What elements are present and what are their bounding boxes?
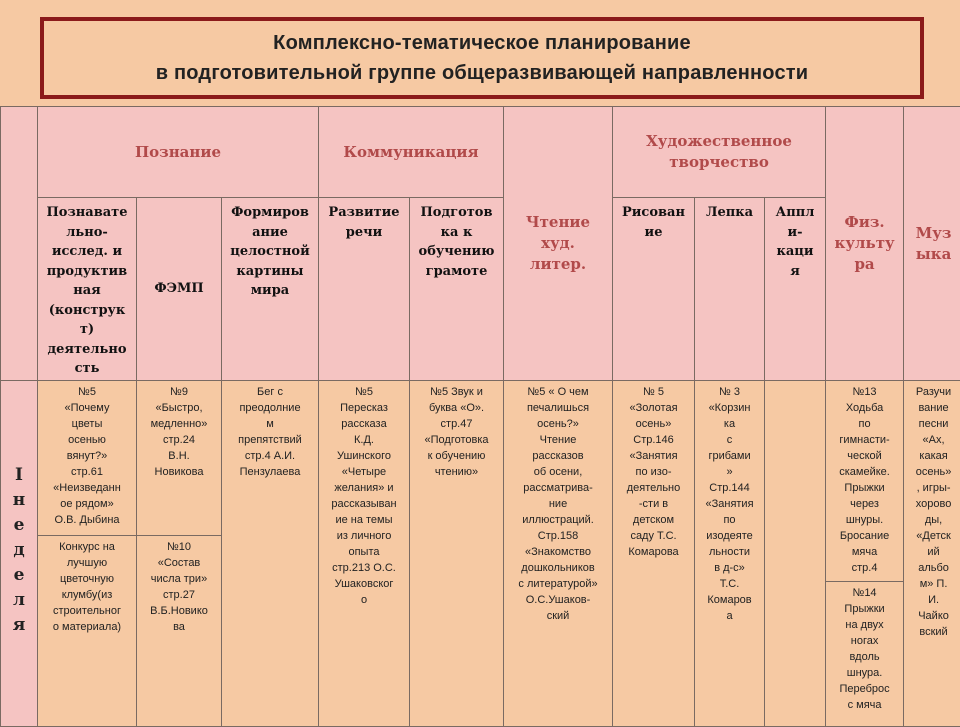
cell-fiz-1: №13 Ходьба по гимнасти- ческой скамейке. Прыжки через шнуры. Бросание мяча стр.4: [826, 381, 904, 582]
cell-fiz-2: №14 Прыжки на двух ногах вдоль шнура. Переброс с мяча: [826, 582, 904, 727]
header-poznavatelno: Познавате льно- исслед. и продуктив ная (конструк т) деятельно сть: [38, 198, 137, 381]
header-kommunikatsiya: Коммуникация: [319, 107, 504, 198]
cell-formirovanie: Бег с преодолние м препятствий стр.4 А.И. Пензулаева: [222, 381, 319, 727]
title-box: [40, 17, 924, 99]
header-podgotovka-gramote: Подготов ка к обучению грамоте: [410, 198, 504, 381]
header-formirovanie: Формиров ание целостной картины мира: [222, 198, 319, 381]
cell-razvitie-rechi: №5 Пересказ рассказа К.Д. Ушинского «Четыре желания» и рассказыван ие на темы из личного опыта стр.213 О.С. Ушаковског о: [319, 381, 410, 727]
header-poznanie: Познание: [38, 107, 319, 198]
planning-table: [0, 106, 960, 727]
header-applikatsiya: Аппл и- каци я: [765, 198, 826, 381]
header-femp: ФЭМП: [137, 198, 222, 381]
week-label: I н е д е л я: [12, 465, 26, 635]
cell-femp-1: №9 «Быстро, медленно» стр.24 В.Н. Новикова: [137, 381, 222, 536]
cell-chtenie: №5 « О чем печалишься осень?» Чтение рассказов об осени, рассматрива- ние иллюстраций. Стр.158 «Знакомство дошкольников с литературой» О.С.Ушаков- ский: [504, 381, 613, 727]
title-line-2: в подготовительной группе общеразвивающей направленности: [155, 62, 809, 84]
cell-poznavatelno-2: Конкурс на лучшую цветочную клумбу(из строительног о материала): [38, 536, 137, 727]
week-cell: [1, 381, 38, 727]
header-risovanie: Рисован ие: [613, 198, 695, 381]
cell-applikatsiya: [765, 381, 826, 727]
title-line-1: Комплексно-тематическое планирование: [273, 32, 691, 54]
corner-cell: [1, 107, 38, 381]
header-lepka: Лепка: [695, 198, 765, 381]
header-chtenie: Чтение худ. литер.: [504, 107, 613, 381]
header-razvitie-rechi: Развитие речи: [319, 198, 410, 381]
cell-podgotovka-gramote: №5 Звук и буква «О». стр.47 «Подготовка к обучению чтению»: [410, 381, 504, 727]
cell-poznavatelno-1: №5 «Почему цветы осенью вянут?» стр.61 «Неизведанн ое рядом» О.В. Дыбина: [38, 381, 137, 536]
cell-femp-2: №10 «Состав числа три» стр.27 В.Б.Новико ва: [137, 536, 222, 727]
cell-lepka: № 3 «Корзин ка с грибами » Стр.144 «Занятия по изодеяте льности в д-с» Т.С. Комаров а: [695, 381, 765, 727]
cell-muzyka: Разучи вание песни «Ах, какая осень» , игры- хорово ды, «Детск ий альбо м» П. И. Чайко вский: [904, 381, 960, 727]
header-hud-tvorchestvo: Художественное творчество: [613, 107, 826, 198]
cell-risovanie: № 5 «Золотая осень» Стр.146 «Занятия по изо- деятельно -сти в детском саду Т.С. Комарова: [613, 381, 695, 727]
header-muzyka: Муз ыка: [904, 107, 960, 381]
header-fiz-kultura: Физ. культу ра: [826, 107, 904, 381]
